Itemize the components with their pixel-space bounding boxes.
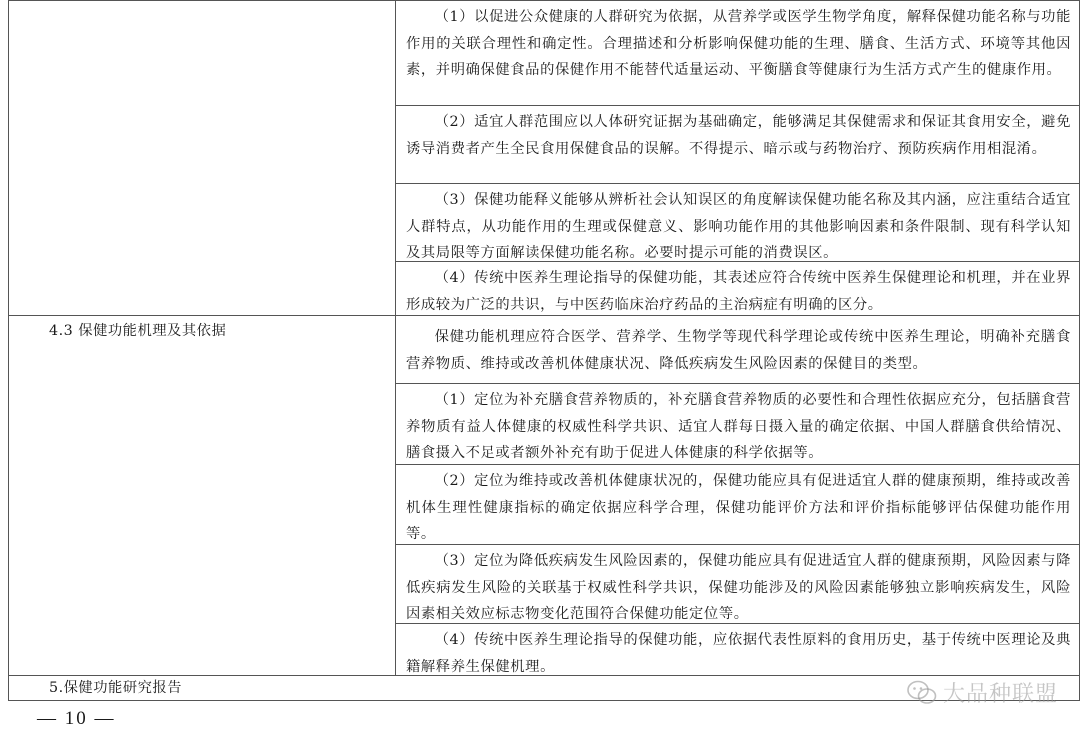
section-label: 4.3 保健功能机理及其依据 xyxy=(49,323,227,339)
list-item xyxy=(396,183,1079,261)
table-row xyxy=(9,316,1080,676)
list-item xyxy=(396,623,1079,675)
table-row xyxy=(9,1,1080,316)
content-cell xyxy=(396,316,1080,676)
section-label-cell xyxy=(9,316,396,676)
list-item xyxy=(396,261,1079,315)
list-item xyxy=(396,316,1079,383)
paragraph-text: （4）传统中医养生理论指导的保健功能，其表述应符合传统中医养生保健理论和机理，并在业界形成较为广泛的共识，与中医药临床治疗药品的主治病症有明确的区分。 xyxy=(406,270,1071,313)
page-number: — 10 — xyxy=(37,708,116,729)
paragraph-text: （2）定位为维持或改善机体健康状况的，保健功能应具有促进适宜人群的健康预期，维持或改善机体生理性健康指标的确定依据应科学合理，保健功能评价方法和评价指标能够评估保健功能作用等。 xyxy=(406,473,1071,542)
watermark xyxy=(907,677,1058,708)
regulation-table xyxy=(8,0,1080,701)
wechat-icon xyxy=(907,680,937,706)
paragraph-text: （1）以促进公众健康的人群研究为依据，从营养学或医学生物学角度，解释保健功能名称与功能作用的关联合理性和确定性。合理描述和分析影响保健功能的生理、膳食、生活方式、环境等其他因素，并明确保健食品的保健作用不能替代适量运动、平衡膳食等健康行为生活方式产生的健康作用。 xyxy=(406,9,1071,78)
section-label: 5.保健功能研究报告 xyxy=(49,680,183,696)
paragraph-text: 保健功能机理应符合医学、营养学、生物学等现代科学理论或传统中医养生理论，明确补充膳食营养物质、维持或改善机体健康状况、降低疾病发生风险因素的保健目的类型。 xyxy=(406,329,1071,372)
paragraph-text: （3）保健功能释义能够从辨析社会认知误区的角度解读保健功能名称及其内涵，应注重结合适宜人群特点，从功能作用的生理或保健意义、影响功能作用的其他影响因素和条件限制、现有科学认知及其局限等方面解读保健功能名称。必要时提示可能的消费误区。 xyxy=(406,192,1071,261)
list-item xyxy=(396,383,1079,464)
paragraph-text: （1）定位为补充膳食营养物质的，补充膳食营养物质的必要性和合理性依据应充分，包括膳食营养物质有益人体健康的权威性科学共识、适宜人群每日摄入量的确定依据、中国人群膳食供给情况、膳食摄入不足或者额外补充有助于促进人体健康的科学依据等。 xyxy=(406,392,1071,461)
watermark-text: 大品种联盟 xyxy=(942,682,1058,707)
empty-label-cell xyxy=(9,1,396,316)
paragraph-text: （2）适宜人群范围应以人体研究证据为基础确定，能够满足其保健需求和保证其食用安全，避免诱导消费者产生全民食用保健食品的误解。不得提示、暗示或与药物治疗、预防疾病作用相混淆。 xyxy=(406,114,1071,157)
list-item xyxy=(396,105,1079,183)
paragraph-text: （4）传统中医养生理论指导的保健功能，应依据代表性原料的食用历史，基于传统中医理论及典籍解释养生保健机理。 xyxy=(406,632,1071,675)
list-item xyxy=(396,464,1079,544)
paragraph-text: （3）定位为降低疾病发生风险因素的，保健功能应具有促进适宜人群的健康预期，风险因素与降低疾病发生风险的关联基于权威性科学共识，保健功能涉及的风险因素能够独立影响疾病发生，风险因素相关效应标志物变化范围符合保健功能定位等。 xyxy=(406,553,1071,622)
list-item xyxy=(396,544,1079,623)
content-cell xyxy=(396,1,1080,316)
list-item xyxy=(396,1,1079,105)
